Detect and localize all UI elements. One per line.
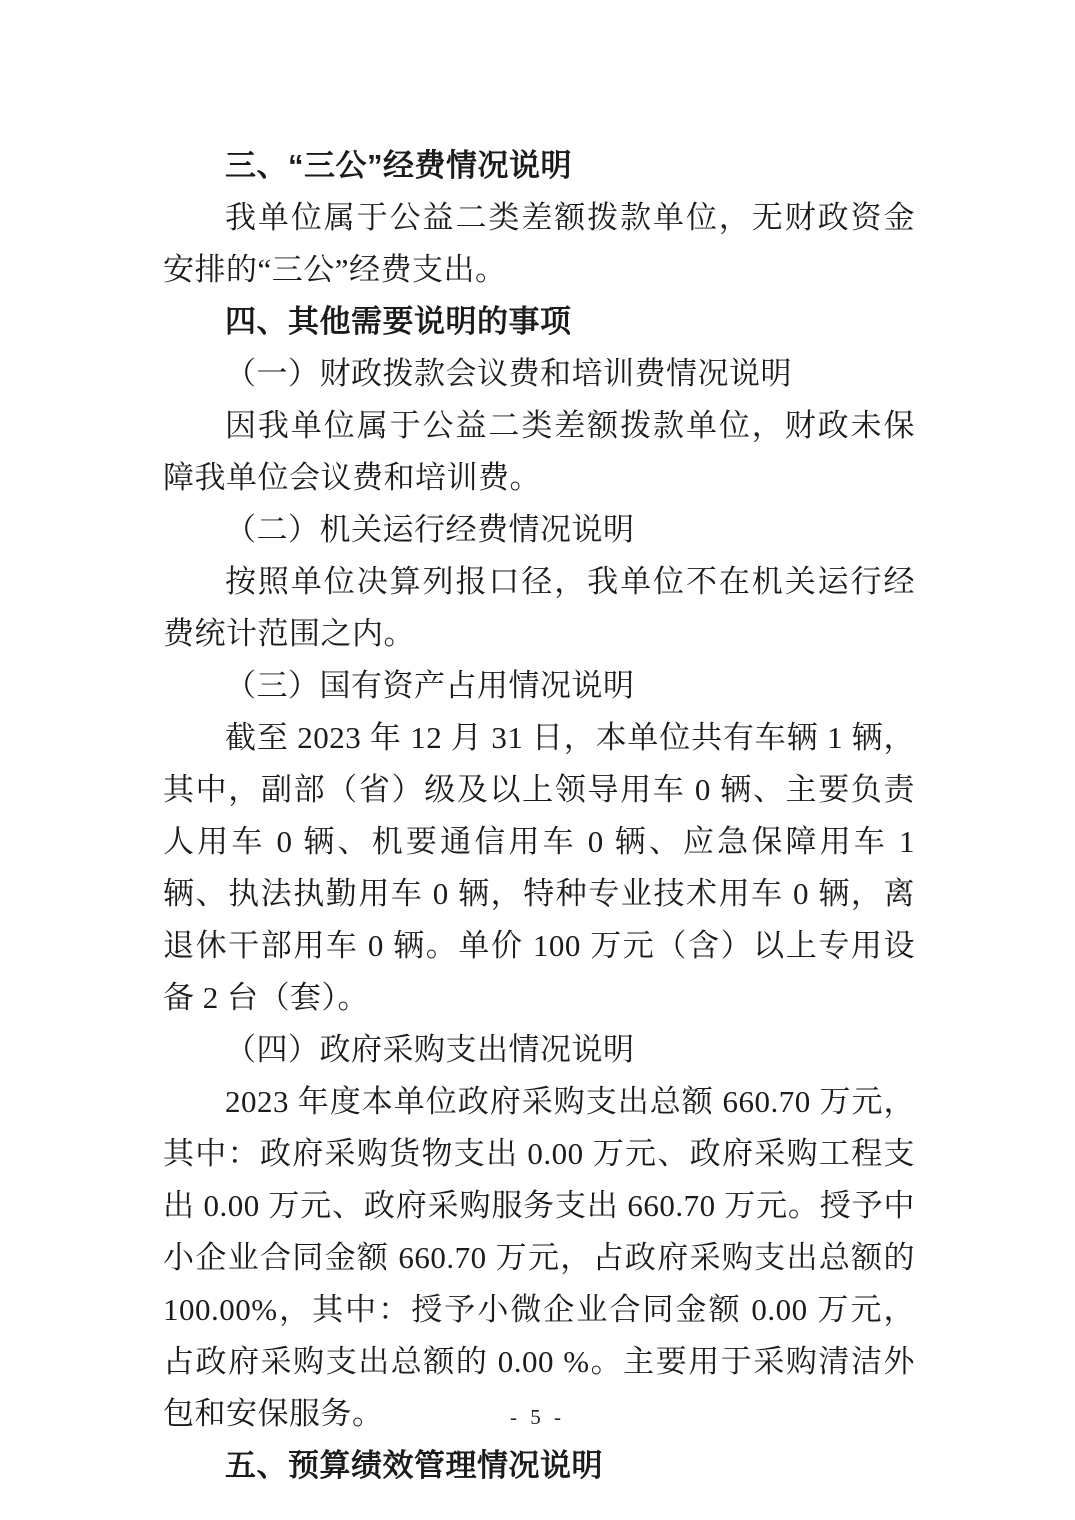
heading-other-matters: 四、其他需要说明的事项 (225, 304, 572, 339)
para-government-procurement: 2023 年度本单位政府采购支出总额 660.70 万元，其中：政府采购货物支出 0.00 万元、政府采购工程支出 0.00 万元、政府采购服务支出 660.70 万元。授予中小企业合同金额 660.70 万元，占政府采购支出总额的 100.00%，其中：授予小微企业合同金额 0.00 万元，占政府采购支出总额的 0.00 %。主要用于采购清洁外包和安保服务。 (163, 1084, 915, 1431)
para-three-public-funds: 我单位属于公益二类差额拨款单位，无财政资金安排的“三公”经费支出。 (163, 200, 915, 287)
subheading-agency-operating-costs: （二）机关运行经费情况说明 (225, 512, 635, 547)
para-state-assets-vehicles: 截至 2023 年 12 月 31 日，本单位共有车辆 1 辆，其中，副部（省）级及以上领导用车 0 辆、主要负责人用车 0 辆、机要通信用车 0 辆、应急保障用车 1 辆、执法执勤用车 0 辆，特种专业技术用车 0 辆，离退休干部用车 0 辆。单价 100 万元（含）以上专用设备 2 台（套）。 (163, 720, 915, 1015)
subheading-meeting-training-fees: （一）财政拨款会议费和培训费情况说明 (225, 356, 792, 391)
subheading-government-procurement: （四）政府采购支出情况说明 (225, 1032, 635, 1067)
heading-three-public-funds: 三、“三公”经费情况说明 (225, 148, 572, 183)
page-number: - 5 - (510, 1405, 565, 1429)
para-meeting-training-fees: 因我单位属于公益二类差额拨款单位，财政未保障我单位会议费和培训费。 (163, 408, 915, 495)
subheading-state-assets: （三）国有资产占用情况说明 (225, 668, 635, 703)
heading-budget-performance: 五、预算绩效管理情况说明 (225, 1448, 603, 1483)
para-agency-operating-costs: 按照单位决算列报口径，我单位不在机关运行经费统计范围之内。 (163, 564, 915, 651)
